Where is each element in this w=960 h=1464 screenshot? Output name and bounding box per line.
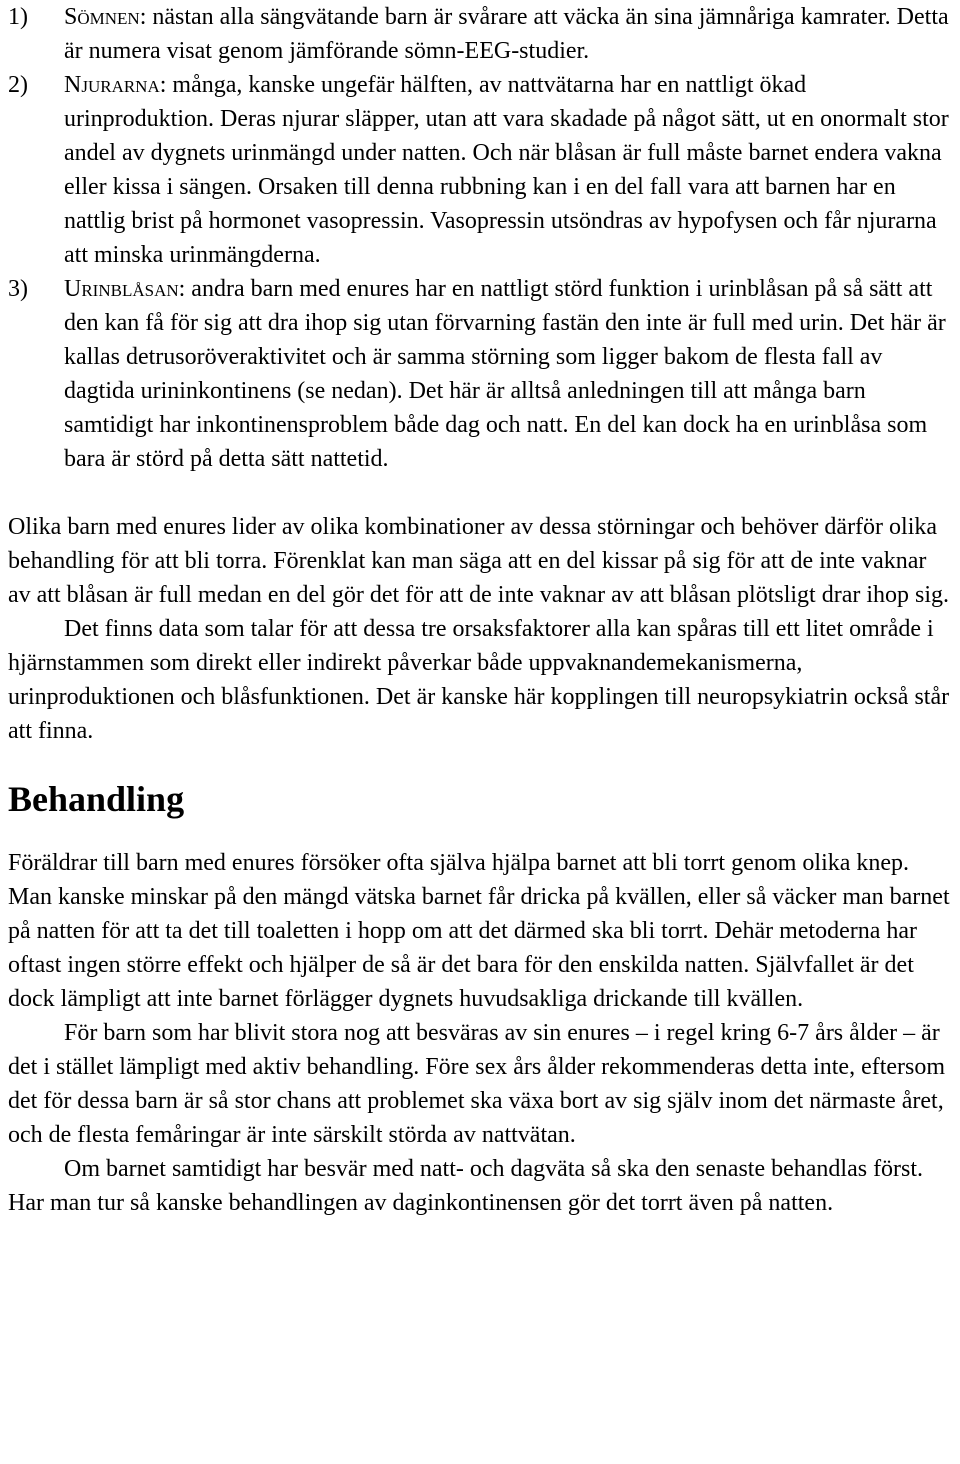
spacer xyxy=(8,816,952,846)
paragraph: Det finns data som talar för att dessa tre orsaksfaktorer alla kan spåras till ett litet område i hjärnstammen som direkt eller indirekt påverkar både uppvaknandemekanismerna, urinproduktionen och blåsfunktionen. Det är kanske här kopplingen till neuropsykiatrin också står att finna. xyxy=(8,616,950,744)
section-heading: Behandling xyxy=(8,779,185,819)
list-item-text xyxy=(64,68,952,272)
paragraph: Om barnet samtidigt har besvär med natt- och dagväta så ska den senaste behandlas först. Har man tur så kanske behandlingen av daginkontinensen gör det torrt även på natten. xyxy=(8,1156,924,1216)
list-item-term: Sömnen xyxy=(64,4,140,30)
list-item-number: 2) xyxy=(8,72,28,98)
list-item-rest: : nästan alla sängvätande barn är svårare att väcka än sina jämnåriga kamrater. Detta är numera visat genom jämförande sömn-EEG-studier. xyxy=(64,4,949,64)
paragraph: För barn som har blivit stora nog att besväras av sin enures – i regel kring 6-7 års ålder – är det i stället lämpligt med aktiv behandling. Före sex års ålder rekommenderas detta inte, eftersom det för dessa barn är så stor chans att problemet ska växa bort av sig själv inom det närmaste året, och de flesta femåringar är inte särskilt störda av nattvätan. xyxy=(8,1020,946,1148)
list-item-term: Urinblåsan xyxy=(64,276,179,302)
paragraph: Olika barn med enures lider av olika kombinationer av dessa störningar och behöver därför olika behandling för att bli torra. Förenklat kan man säga att en del kissar på sig för att de inte vaknar av att blåsan är full medan en del gör det för att de inte vaknar av att blåsan plötsligt drar ihop sig. xyxy=(8,514,950,608)
list-item-text xyxy=(64,272,952,476)
spacer xyxy=(8,748,952,782)
list-item-term: Njurarna xyxy=(64,72,160,98)
spacer xyxy=(8,476,952,510)
causes-list xyxy=(8,0,952,476)
list-item-text xyxy=(64,0,952,68)
list-item xyxy=(8,68,952,272)
list-item-rest: : andra barn med enures har en nattligt störd funktion i urinblåsan på så sätt att den kan få för sig att dra ihop sig utan förvarning fastän den inte är full med urin. Det här är kallas detrusoröveraktivitet och är samma störning som ligger bakom de flesta fall av dagtida urininkontinens (se nedan). Det här är alltså anledningen till att många barn samtidigt har inkontinensproblem både dag och natt. En del kan dock ha en urinblåsa som bara är störd på detta sätt nattetid. xyxy=(64,276,946,472)
list-item-number: 3) xyxy=(8,276,28,302)
list-item xyxy=(8,272,952,476)
list-item xyxy=(8,0,952,68)
paragraph: Föräldrar till barn med enures försöker ofta själva hjälpa barnet att bli torrt genom olika knep. Man kanske minskar på den mängd vätska barnet får dricka på kvällen, eller så väcker man barnet på natten för att ta det till toaletten i hopp om att det därmed ska bli torrt. Dehär metoderna har oftast ingen större effekt och hjälper de så är det bara för den enskilda natten. Självfallet är det dock lämpligt att inte barnet förlägger dygnets huvudsakliga drickande till kvällen. xyxy=(8,850,950,1012)
list-item-rest: : många, kanske ungefär hälften, av nattvätarna har en nattligt ökad urinproduktion. Deras njurar släpper, utan att vara skadade på något sätt, ut en onormalt stor andel av dygnets urinmängd under natten. Och när blåsan är full måste barnet endera vakna eller kissa i sängen. Orsaken till denna rubbning kan i en del fall vara att barnen har en nattlig brist på hormonet vasopressin. Vasopressin utsöndras av hypofysen och får njurarna att minska urinmängderna. xyxy=(64,72,949,268)
list-item-number: 1) xyxy=(8,4,28,30)
